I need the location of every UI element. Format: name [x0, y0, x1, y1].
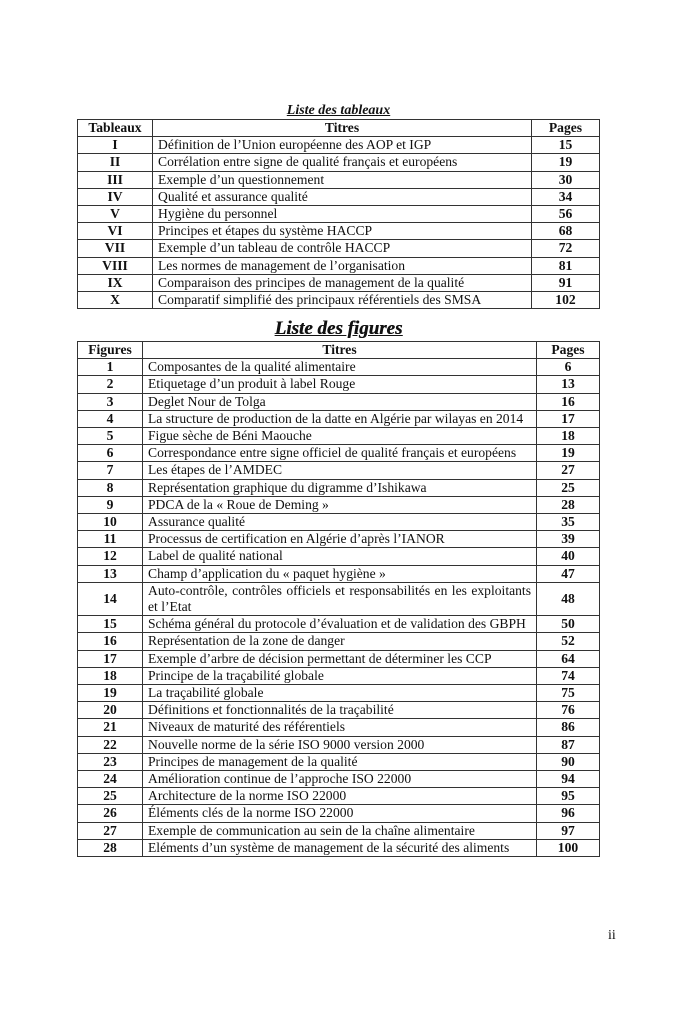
table-row	[78, 171, 600, 188]
row-page: 102	[532, 292, 600, 309]
row-title: Exemple d’un tableau de contrôle HACCP	[153, 240, 532, 257]
row-number: 2	[78, 376, 143, 393]
row-page: 48	[537, 582, 600, 615]
header-pages: Pages	[532, 120, 600, 137]
row-title: Niveaux de maturité des référentiels	[143, 719, 537, 736]
row-page: 95	[537, 788, 600, 805]
row-number: 14	[78, 582, 143, 615]
table-row	[78, 257, 600, 274]
row-page: 25	[537, 479, 600, 496]
row-title: Définitions et fonctionnalités de la traçabilité	[143, 702, 537, 719]
table-row	[78, 685, 600, 702]
table-row	[78, 788, 600, 805]
table-row	[78, 548, 600, 565]
table-row	[78, 445, 600, 462]
row-number: 12	[78, 548, 143, 565]
row-title: Qualité et assurance qualité	[153, 188, 532, 205]
row-number: 19	[78, 685, 143, 702]
row-title: Principes de management de la qualité	[143, 753, 537, 770]
row-number: V	[78, 206, 153, 223]
row-number: IV	[78, 188, 153, 205]
row-page: 86	[537, 719, 600, 736]
row-title: Processus de certification en Algérie d’après l’IANOR	[143, 531, 537, 548]
row-title: Définition de l’Union européenne des AOP et IGP	[153, 137, 532, 154]
row-page: 15	[532, 137, 600, 154]
row-page: 16	[537, 393, 600, 410]
row-title: Corrélation entre signe de qualité français et européens	[153, 154, 532, 171]
row-title: Éléments clés de la norme ISO 22000	[143, 805, 537, 822]
row-page: 17	[537, 410, 600, 427]
row-title: Correspondance entre signe officiel de qualité français et européens	[143, 445, 537, 462]
row-number: 18	[78, 667, 143, 684]
table-row	[78, 376, 600, 393]
table-row	[78, 736, 600, 753]
row-title: PDCA de la « Roue de Deming »	[143, 496, 537, 513]
row-number: 8	[78, 479, 143, 496]
row-page: 56	[532, 206, 600, 223]
row-number: I	[78, 137, 153, 154]
row-title: Composantes de la qualité alimentaire	[143, 359, 537, 376]
row-page: 13	[537, 376, 600, 393]
row-number: VII	[78, 240, 153, 257]
row-title: Nouvelle norme de la série ISO 9000 version 2000	[143, 736, 537, 753]
row-page: 64	[537, 650, 600, 667]
row-title: Champ d’application du « paquet hygiène »	[143, 565, 537, 582]
row-page: 96	[537, 805, 600, 822]
row-title: Eléments d’un système de management de la sécurité des aliments	[143, 839, 537, 856]
header-row	[78, 342, 600, 359]
row-number: III	[78, 171, 153, 188]
table-row	[78, 753, 600, 770]
row-page: 28	[537, 496, 600, 513]
table-row	[78, 154, 600, 171]
row-title: Comparaison des principes de management de la qualité	[153, 274, 532, 291]
header-titres: Titres	[153, 120, 532, 137]
table-row	[78, 240, 600, 257]
row-title: Label de qualité national	[143, 548, 537, 565]
row-page: 39	[537, 531, 600, 548]
figures-list-table	[77, 341, 600, 857]
row-number: 22	[78, 736, 143, 753]
row-title: Figue sèche de Béni Maouche	[143, 428, 537, 445]
row-page: 72	[532, 240, 600, 257]
row-title: Exemple d’arbre de décision permettant de déterminer les CCP	[143, 650, 537, 667]
row-page: 91	[532, 274, 600, 291]
row-number: 17	[78, 650, 143, 667]
row-page: 30	[532, 171, 600, 188]
row-number: VIII	[78, 257, 153, 274]
row-title: Les étapes de l’AMDEC	[143, 462, 537, 479]
row-number: 3	[78, 393, 143, 410]
tables-list-caption: Liste des tableaux	[286, 103, 391, 118]
row-number: IX	[78, 274, 153, 291]
table-row	[78, 410, 600, 427]
row-title: La structure de production de la datte en Algérie par wilayas en 2014	[143, 410, 537, 427]
row-page: 76	[537, 702, 600, 719]
row-title: La traçabilité globale	[143, 685, 537, 702]
row-number: 25	[78, 788, 143, 805]
row-title: Deglet Nour de Tolga	[143, 393, 537, 410]
row-page: 94	[537, 771, 600, 788]
row-number: 13	[78, 565, 143, 582]
row-page: 19	[537, 445, 600, 462]
row-number: 15	[78, 616, 143, 633]
header-figures: Figures	[78, 342, 143, 359]
row-title: Exemple de communication au sein de la chaîne alimentaire	[143, 822, 537, 839]
row-page: 87	[537, 736, 600, 753]
row-page: 75	[537, 685, 600, 702]
row-number: 4	[78, 410, 143, 427]
table-row	[78, 137, 600, 154]
table-row	[78, 359, 600, 376]
table-row	[78, 274, 600, 291]
row-title: Architecture de la norme ISO 22000	[143, 788, 537, 805]
header-titres: Titres	[143, 342, 537, 359]
row-number: 24	[78, 771, 143, 788]
row-title: Représentation graphique du digramme d’Ishikawa	[143, 479, 537, 496]
row-title: Exemple d’un questionnement	[153, 171, 532, 188]
row-page: 35	[537, 514, 600, 531]
row-page: 90	[537, 753, 600, 770]
header-pages: Pages	[537, 342, 600, 359]
table-row	[78, 771, 600, 788]
header-tableaux: Tableaux	[78, 120, 153, 137]
table-row	[78, 805, 600, 822]
table-row	[78, 496, 600, 513]
row-number: X	[78, 292, 153, 309]
row-page: 6	[537, 359, 600, 376]
figures-list-caption: Liste des figures	[274, 318, 403, 339]
row-page: 34	[532, 188, 600, 205]
table-row	[78, 702, 600, 719]
row-number: 27	[78, 822, 143, 839]
row-page: 27	[537, 462, 600, 479]
row-number: 28	[78, 839, 143, 856]
table-row	[78, 514, 600, 531]
row-page: 40	[537, 548, 600, 565]
row-number: 9	[78, 496, 143, 513]
row-number: 11	[78, 531, 143, 548]
row-title: Les normes de management de l’organisation	[153, 257, 532, 274]
row-title: Etiquetage d’un produit à label Rouge	[143, 376, 537, 393]
table-row	[78, 531, 600, 548]
row-number: VI	[78, 223, 153, 240]
table-row	[78, 462, 600, 479]
row-title: Représentation de la zone de danger	[143, 633, 537, 650]
row-page: 100	[537, 839, 600, 856]
table-row	[78, 428, 600, 445]
table-row	[78, 188, 600, 205]
row-title: Auto-contrôle, contrôles officiels et responsabilités en les exploitants et l’Etat	[143, 582, 537, 615]
row-number: II	[78, 154, 153, 171]
table-row	[78, 223, 600, 240]
row-number: 5	[78, 428, 143, 445]
row-page: 50	[537, 616, 600, 633]
header-row	[78, 120, 600, 137]
row-number: 20	[78, 702, 143, 719]
row-number: 6	[78, 445, 143, 462]
row-number: 21	[78, 719, 143, 736]
tables-list-table	[77, 119, 600, 309]
row-number: 23	[78, 753, 143, 770]
row-title: Principe de la traçabilité globale	[143, 667, 537, 684]
row-title: Amélioration continue de l’approche ISO 22000	[143, 771, 537, 788]
row-page: 52	[537, 633, 600, 650]
table-row	[78, 633, 600, 650]
table-row	[78, 616, 600, 633]
table-row	[78, 479, 600, 496]
table-row	[78, 206, 600, 223]
table-row	[78, 650, 600, 667]
row-page: 81	[532, 257, 600, 274]
table-row	[78, 667, 600, 684]
table-row	[78, 582, 600, 615]
row-title: Schéma général du protocole d’évaluation et de validation des GBPH	[143, 616, 537, 633]
row-title: Hygiène du personnel	[153, 206, 532, 223]
table-row	[78, 292, 600, 309]
table-row	[78, 719, 600, 736]
row-page: 74	[537, 667, 600, 684]
row-page: 68	[532, 223, 600, 240]
row-page: 19	[532, 154, 600, 171]
row-title: Comparatif simplifié des principaux référentiels des SMSA	[153, 292, 532, 309]
row-number: 26	[78, 805, 143, 822]
table-row	[78, 839, 600, 856]
row-title: Principes et étapes du système HACCP	[153, 223, 532, 240]
row-number: 10	[78, 514, 143, 531]
table-row	[78, 393, 600, 410]
page-number: ii	[608, 928, 616, 943]
row-page: 18	[537, 428, 600, 445]
row-page: 47	[537, 565, 600, 582]
row-title: Assurance qualité	[143, 514, 537, 531]
row-number: 16	[78, 633, 143, 650]
table-row	[78, 565, 600, 582]
row-number: 1	[78, 359, 143, 376]
row-page: 97	[537, 822, 600, 839]
table-row	[78, 822, 600, 839]
row-number: 7	[78, 462, 143, 479]
